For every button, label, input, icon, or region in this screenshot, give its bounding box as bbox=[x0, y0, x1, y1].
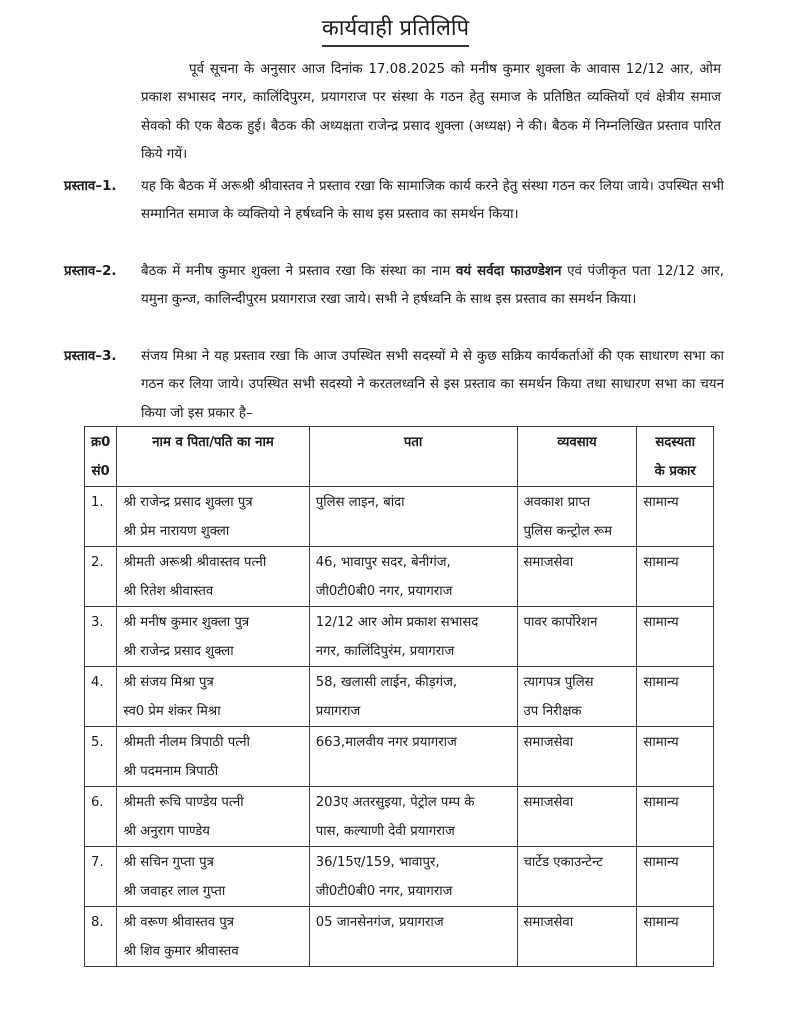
cell-name bbox=[117, 667, 309, 727]
cell-name-line2: श्री अनुराग पाण्डेय bbox=[123, 823, 210, 839]
cell-address bbox=[309, 607, 517, 667]
cell-name-line1: श्री वरूण श्रीवास्तव पुत्र bbox=[123, 915, 235, 930]
cell-address bbox=[309, 667, 517, 727]
proposal-2 bbox=[64, 258, 724, 315]
cell-membership-type bbox=[637, 547, 714, 607]
table-row bbox=[85, 607, 714, 667]
cell-name-line2: स्व0 प्रेम शंकर मिश्रा bbox=[123, 703, 221, 719]
cell-address-line1: 58, खलासी लाईन, कीड़गंज, bbox=[315, 675, 458, 690]
cell-name bbox=[117, 847, 309, 907]
cell-membership-type bbox=[637, 907, 714, 967]
cell-serial bbox=[85, 727, 117, 787]
cell-membership-type bbox=[637, 607, 714, 667]
cell-name-line2: श्री जवाहर लाल गुप्ता bbox=[123, 883, 226, 899]
cell-occupation bbox=[517, 547, 637, 607]
cell-address bbox=[309, 547, 517, 607]
cell-occupation-line2: पुलिस कन्ट्रोल रूम bbox=[523, 523, 613, 539]
table-row bbox=[85, 907, 714, 967]
cell-membership-type-line1: सामान्य bbox=[643, 495, 679, 510]
header-name: नाम व पिता/पति का नाम bbox=[117, 427, 309, 487]
proposal-2-text-after: एवं पंजीकृत पता 12/12 आर, यमुना कुन्ज, कालिन्दीपुरम प्रयागराज रखा जाये। सभी ने हर्षध्वनि के साथ इस प्रस्ताव का समर्थन किया। bbox=[141, 264, 724, 308]
proposal-1-text: यह कि बैठक में अरूश्री श्रीवास्तव ने प्रस्ताव रखा कि सामाजिक कार्य करने हेतु संस्था गठन कर लिया जाये। उपस्थित सभी सम्मानित समाज के व्यक्तियो ने हर्षध्वनि के साथ इस प्रस्ताव का समर्थन किया। bbox=[141, 179, 724, 223]
proposal-3 bbox=[64, 343, 724, 428]
cell-name bbox=[117, 487, 309, 547]
proposal-1-label: प्रस्ताव–1. bbox=[64, 179, 117, 194]
cell-membership-type-line1: सामान्य bbox=[643, 615, 679, 630]
cell-membership-type bbox=[637, 727, 714, 787]
cell-address-line1: पुलिस लाइन, बांदा bbox=[315, 495, 405, 510]
cell-occupation-line1: समाजसेवा bbox=[523, 555, 574, 570]
cell-occupation-line1: त्यागपत्र पुलिस bbox=[523, 675, 594, 690]
cell-name bbox=[117, 547, 309, 607]
cell-address-line2: नगर, कालिंदिपुरंम, प्रयागराज bbox=[315, 643, 455, 659]
cell-name-line2: श्री प्रेम नारायण शुक्ला bbox=[123, 523, 230, 539]
cell-address-line1: 663,मालवीय नगर प्रयागराज bbox=[315, 735, 457, 750]
cell-address bbox=[309, 847, 517, 907]
header-type-line2: के प्रकार bbox=[654, 463, 696, 479]
cell-serial bbox=[85, 907, 117, 967]
intro-paragraph: पूर्व सूचना के अनुसार आज दिनांक 17.08.2025 को मनीष कुमार शुक्ला के आवास 12/12 आर, ओम प्रकाश सभासद नगर, कालिंदिपुरम, प्रयागराज पर संस्था के गठन हेतु समाज के प्रतिष्ठित व्यक्तियों एवं क्षेत्रीय समाज सेवको की एक बैठक हुई। बैठक की अध्यक्षता राजेन्द्र प्रसाद शुक्ला (अध्यक्ष) ने की। बैठक में निम्नलिखित प्रस्ताव पारित किये गयें। bbox=[141, 62, 721, 162]
header-serial-line1: क्र0 bbox=[91, 435, 111, 450]
cell-occupation bbox=[517, 847, 637, 907]
cell-serial-line1: 7. bbox=[91, 855, 104, 870]
cell-occupation-line1: पावर कार्पोरेशन bbox=[523, 615, 598, 630]
cell-membership-type-line1: सामान्य bbox=[643, 735, 679, 750]
cell-occupation-line1: समाजसेवा bbox=[523, 915, 574, 930]
cell-occupation bbox=[517, 787, 637, 847]
cell-occupation bbox=[517, 667, 637, 727]
cell-serial-line1: 6. bbox=[91, 795, 104, 810]
cell-address-line2: जी0टी0बी0 नगर, प्रयागराज bbox=[315, 583, 453, 599]
cell-name-line2: श्री रितेश श्रीवास्तव bbox=[123, 583, 214, 599]
document-title-wrap bbox=[0, 14, 791, 47]
cell-serial-line1: 3. bbox=[91, 615, 104, 630]
cell-address-line1: 203ए अतरसुइया, पेट्रोल पम्प के bbox=[315, 795, 475, 810]
cell-address-line1: 05 जानसेनगंज, प्रयागराज bbox=[315, 915, 444, 930]
proposal-1 bbox=[64, 173, 724, 230]
members-table bbox=[84, 426, 714, 967]
cell-address bbox=[309, 727, 517, 787]
cell-address-line1: 12/12 आर ओम प्रकाश सभासद bbox=[315, 615, 479, 630]
cell-address bbox=[309, 487, 517, 547]
cell-membership-type-line1: सामान्य bbox=[643, 915, 679, 930]
header-membership-type bbox=[637, 427, 714, 487]
cell-occupation bbox=[517, 727, 637, 787]
header-address: पता bbox=[309, 427, 517, 487]
cell-serial bbox=[85, 787, 117, 847]
table-row bbox=[85, 727, 714, 787]
table-row bbox=[85, 667, 714, 727]
table-row bbox=[85, 547, 714, 607]
cell-membership-type bbox=[637, 667, 714, 727]
proposal-3-text: संजय मिश्रा ने यह प्रस्ताव रखा कि आज उपस्थित सभी सदस्यों मे से कुछ सक्रिय कार्यकर्ताओं की एक साधारण सभा का गठन कर लिया जाये। उपस्थित सभी सदस्यो ने करतलध्वनि से इस प्रस्ताव का समर्थन किया तथा साधारण सभा का चयन किया जो इस प्रकार है– bbox=[141, 349, 724, 421]
cell-membership-type bbox=[637, 487, 714, 547]
cell-occupation-line1: अवकाश प्राप्त bbox=[523, 495, 591, 510]
cell-name bbox=[117, 607, 309, 667]
cell-serial bbox=[85, 487, 117, 547]
header-occupation: व्यवसाय bbox=[517, 427, 637, 487]
header-serial-line2: सं0 bbox=[91, 463, 110, 479]
cell-name-line1: श्रीमती नीलम त्रिपाठी पत्नी bbox=[123, 735, 250, 750]
cell-serial-line1: 4. bbox=[91, 675, 104, 690]
table-row bbox=[85, 487, 714, 547]
proposal-2-text bbox=[141, 258, 724, 315]
cell-occupation bbox=[517, 487, 637, 547]
cell-membership-type-line1: सामान्य bbox=[643, 795, 679, 810]
header-type-line1: सदस्यता bbox=[655, 435, 696, 450]
cell-address-line2: पास, कल्याणी देवी प्रयागराज bbox=[315, 823, 455, 839]
cell-serial-line1: 2. bbox=[91, 555, 104, 570]
cell-serial bbox=[85, 547, 117, 607]
cell-serial-line1: 1. bbox=[91, 495, 104, 510]
cell-occupation-line2: उप निरीक्षक bbox=[523, 703, 582, 719]
cell-name bbox=[117, 907, 309, 967]
cell-occupation bbox=[517, 907, 637, 967]
cell-name-line1: श्री राजेन्द्र प्रसाद शुक्ला पुत्र bbox=[123, 495, 253, 510]
cell-address-line1: 46, भावापुर सदर, बेनीगंज, bbox=[315, 555, 451, 570]
cell-serial bbox=[85, 847, 117, 907]
cell-occupation-line1: समाजसेवा bbox=[523, 795, 574, 810]
foundation-name: वयं सर्वदा फाउण्डेशन bbox=[455, 264, 562, 279]
cell-membership-type bbox=[637, 787, 714, 847]
cell-occupation-line1: चार्टेड एकाउन्टेन्ट bbox=[523, 855, 603, 870]
cell-address-line1: 36/15ए/159, भावापुर, bbox=[315, 855, 440, 870]
proposal-3-label: प्रस्ताव–3. bbox=[64, 349, 117, 364]
cell-name-line1: श्रीमती रूचि पाण्डेय पत्नी bbox=[123, 795, 244, 810]
cell-name-line1: श्री मनीष कुमार शुक्ला पुत्र bbox=[123, 615, 250, 630]
cell-name bbox=[117, 727, 309, 787]
cell-membership-type bbox=[637, 847, 714, 907]
cell-occupation-line1: समाजसेवा bbox=[523, 735, 574, 750]
table-row bbox=[85, 787, 714, 847]
cell-name-line2: श्री शिव कुमार श्रीवास्तव bbox=[123, 943, 239, 959]
cell-name-line2: श्री पदमनाम त्रिपाठी bbox=[123, 763, 219, 779]
document-title: कार्यवाही प्रतिलिपि bbox=[322, 14, 469, 47]
header-serial bbox=[85, 427, 117, 487]
cell-membership-type-line1: सामान्य bbox=[643, 555, 679, 570]
cell-name-line1: श्रीमती अरूश्री श्रीवास्तव पत्नी bbox=[123, 555, 267, 570]
cell-name-line1: श्री संजय मिश्रा पुत्र bbox=[123, 675, 214, 690]
cell-serial bbox=[85, 607, 117, 667]
cell-name-line2: श्री राजेन्द्र प्रसाद शुक्ला bbox=[123, 643, 234, 659]
cell-name bbox=[117, 787, 309, 847]
cell-serial bbox=[85, 667, 117, 727]
proposal-2-text-before: बैठक में मनीष कुमार शुक्ला ने प्रस्ताव रखा कि संस्था का नाम bbox=[141, 264, 451, 279]
cell-name-line1: श्री सचिन गुप्ता पुत्र bbox=[123, 855, 214, 870]
cell-address bbox=[309, 907, 517, 967]
cell-address-line2: प्रयागराज bbox=[315, 703, 361, 719]
cell-serial-line1: 8. bbox=[91, 915, 104, 930]
cell-serial-line1: 5. bbox=[91, 735, 104, 750]
table-row bbox=[85, 847, 714, 907]
cell-address-line2: जी0टी0बी0 नगर, प्रयागराज bbox=[315, 883, 453, 899]
table-header-row bbox=[85, 427, 714, 487]
cell-membership-type-line1: सामान्य bbox=[643, 675, 679, 690]
cell-occupation bbox=[517, 607, 637, 667]
proposal-2-label: प्रस्ताव–2. bbox=[64, 264, 117, 279]
cell-address bbox=[309, 787, 517, 847]
cell-membership-type-line1: सामान्य bbox=[643, 855, 679, 870]
